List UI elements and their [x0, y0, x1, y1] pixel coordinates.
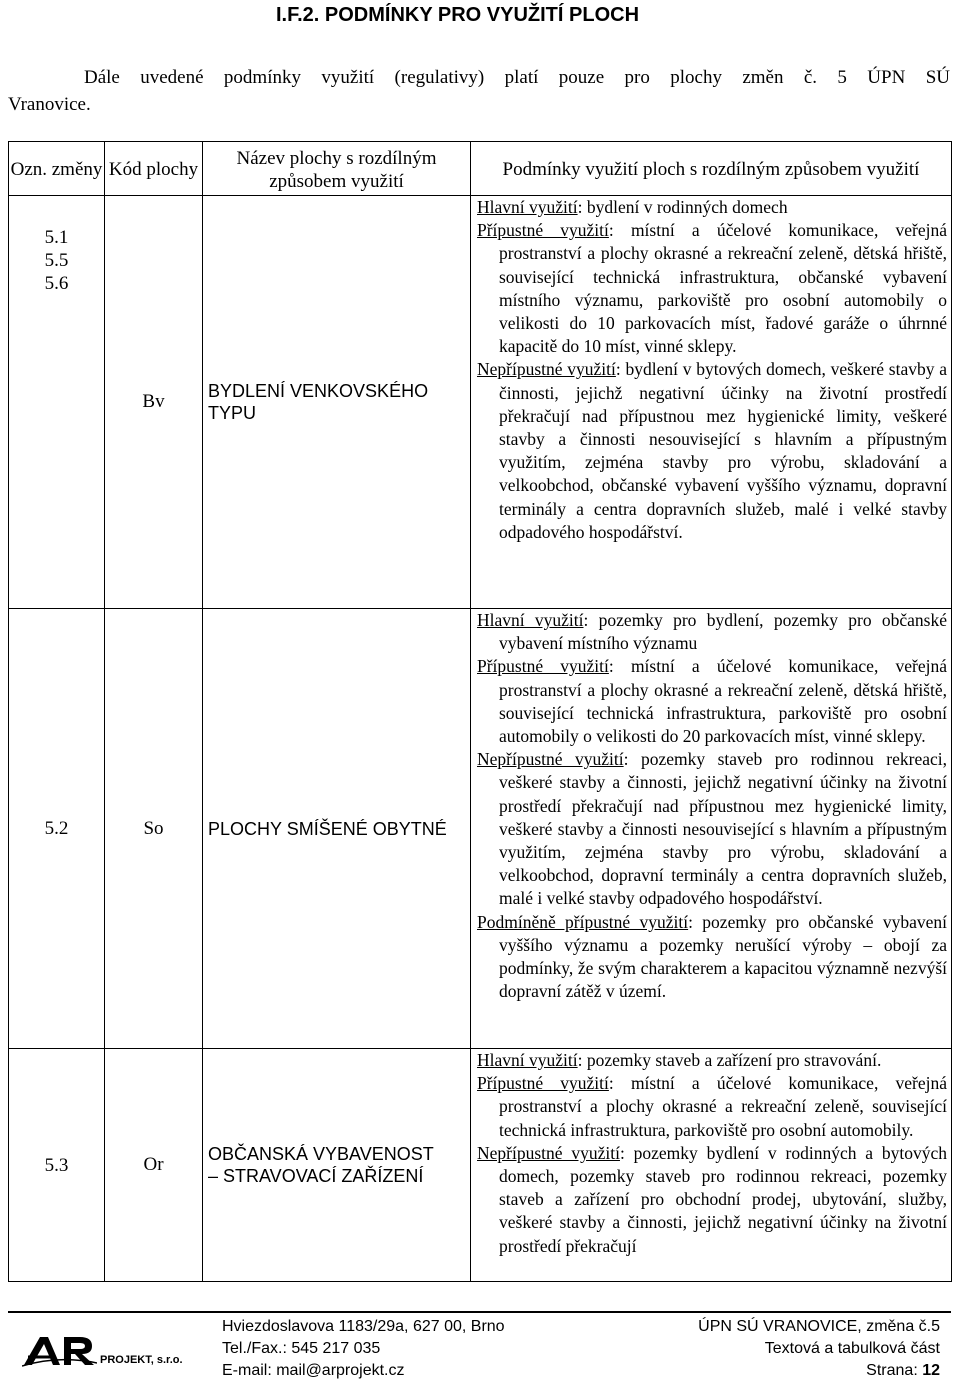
condition-block: Podmíněně přípustné využití: pozemky pro občanské vybavení vyššího významu a pozemky nerušící výroby – obojí za podmínky, že svým charakterem a kapacitou významně nezvýší dopravní zátěž v území. [477, 911, 947, 1002]
condition-block: Přípustné využití: místní a účelové komunikace, veřejná prostranství a plochy okrasné a rekreační zeleně, dětská hřiště, související technická infrastruktura, parkoviště pro osobní automobily o velikosti do 20 parkovacích míst, vinné sklepy. [477, 656, 947, 747]
intro-paragraph [8, 64, 950, 118]
intro-line-2: Vranovice. [8, 94, 91, 115]
condition-block: Nepřípustné využití: bydlení v bytových domech, veškeré stavby a činnosti, jejichž negativní účinky na životní prostředí překračují nad přípustnou mez hygienické limity, veškeré stavby a činnosti nesouvisející s hlavním a přípustným využitím, zejména stavby pro výrobu, skladování a velkoobchod, občanské vybavení vyššího významu, dopravní terminály a centra dopravních služeb, malé i velké stavby odpadového hospodářství. [477, 359, 948, 542]
page-number: 12 [922, 1362, 940, 1379]
footer-page: Strana: 12 [866, 1362, 940, 1379]
header-kod: Kód plochy [105, 142, 203, 196]
conditions-table [8, 141, 952, 1282]
footer-address: Hviezdoslavova 1183/29a, 627 00, Brno [222, 1318, 505, 1335]
condition-block: Přípustné využití: místní a účelové komunikace, veřejná prostranství a plochy okrasné a rekreační zeleně, dětská hřiště, související technická infrastruktura, občanské vybavení místního významu, parkoviště pro osobní automobily o velikosti do 10 parkovacích míst, řadové garáže o úhrnné kapacitě do 10 míst, vinné sklepy. [477, 220, 947, 357]
footer-email: E-mail: mail@arprojekt.cz [222, 1362, 405, 1379]
footer-doc-title: ÚPN SÚ VRANOVICE, změna č.5 [698, 1318, 940, 1335]
footer-divider [8, 1311, 951, 1313]
condition-block: Hlavní využití: pozemky pro bydlení, pozemky pro občanské vybavení místního významu [477, 610, 947, 654]
condition-block: Přípustné využití: místní a účelové komunikace, veřejná prostranství a plochy okrasné a rekreační zeleně, související technická infrastruktura, parkoviště pro osobní automobily. [477, 1073, 947, 1140]
row-code: Or [105, 1049, 203, 1282]
row-name: BYDLENÍ VENKOVSKÉHO TYPU [203, 196, 471, 609]
row-code: So [105, 609, 203, 1049]
condition-block: Hlavní využití: pozemky staveb a zařízení pro stravování. [477, 1050, 882, 1070]
row-conditions [471, 196, 952, 609]
company-logo-icon [22, 1333, 97, 1367]
table-row [9, 609, 952, 1049]
table-row [9, 1049, 952, 1282]
footer-doc-part: Textová a tabulková část [764, 1340, 940, 1357]
condition-block: Nepřípustné využití: pozemky bydlení v rodinných a bytových domech, pozemky staveb pro rodinnou rekreaci, pozemky staveb a zařízení pro obchodní prodej, ubytování, služby, veškeré stavby a činnosti, jejichž negativní účinky na životní prostředí překračují [477, 1142, 948, 1256]
row-conditions [471, 1049, 952, 1282]
intro-line-1: Dále uvedené podmínky využití (regulativy) platí pouze pro plochy změn č. 5 ÚPN SÚ [84, 67, 950, 88]
row-name: PLOCHY SMÍŠENÉ OBYTNÉ [203, 609, 471, 1049]
row-name: OBČANSKÁ VYBAVENOST – STRAVOVACÍ ZAŘÍZENÍ [203, 1049, 471, 1282]
table-row [9, 196, 952, 609]
row-ozn: 5.1 5.5 5.6 [9, 196, 105, 609]
table-header-row [9, 142, 952, 196]
page-title: I.F.2. PODMÍNKY PRO VYUŽITÍ PLOCH [276, 4, 640, 26]
row-ozn: 5.2 [9, 609, 105, 1049]
condition-block: Nepřípustné využití: pozemky staveb pro rodinnou rekreaci, veškeré stavby a činnosti, jejichž negativní účinky na životní prostředí překračují nad přípustnou mez hygienické limity, veškeré stavby a činnosti nesouvisející s hlavním a přípustným využitím, zejména stavby pro výrobu, skladování a velkoobchod, dopravní terminály a centra dopravních služeb, malé i velké stavby odpadového hospodářství. [477, 749, 947, 909]
company-name: PROJEKT, s.r.o. [100, 1354, 183, 1366]
row-code: Bv [105, 196, 203, 609]
condition-block: Hlavní využití: bydlení v rodinných domech [477, 197, 788, 217]
row-ozn: 5.3 [9, 1049, 105, 1282]
row-conditions [471, 609, 952, 1049]
header-podminky: Podmínky využití ploch s rozdílným způsobem využití [471, 142, 952, 196]
header-ozn: Ozn. změny [9, 142, 105, 196]
footer-phone: Tel./Fax.: 545 217 035 [222, 1340, 381, 1357]
header-nazev: Název plochy s rozdílným způsobem využití [203, 142, 471, 196]
